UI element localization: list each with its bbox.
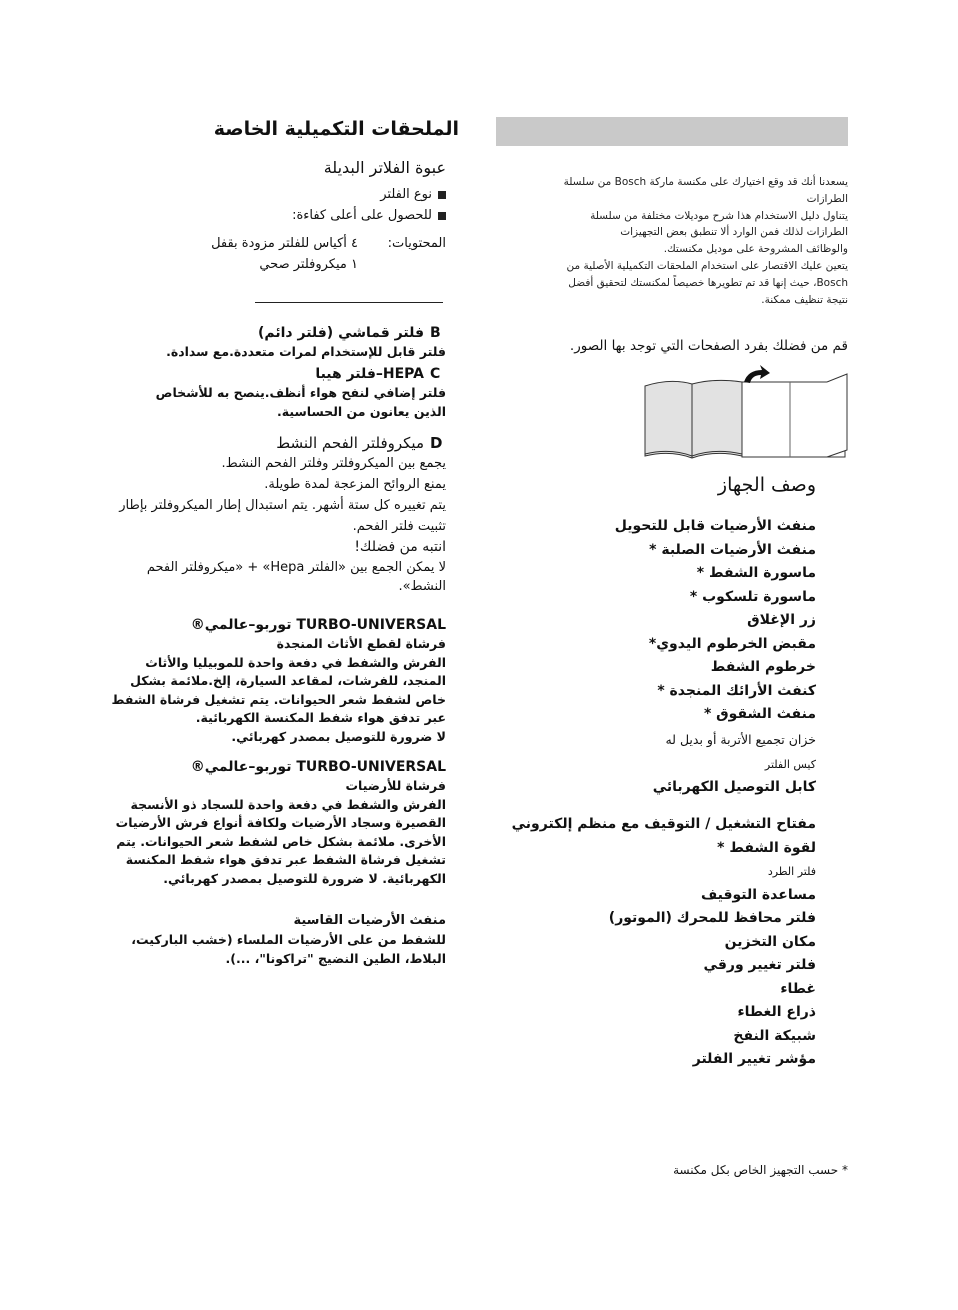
text-line: يتعين عليك الاقتصار على استخدام الملحقات التكميلية الأصلية من xyxy=(566,259,848,272)
text-line: Bosch، حيث إنها قد تم تطويرها خصيصاً لمكنستك لتحقيق أفضل xyxy=(568,276,848,289)
text-line: الأخرى. ملائمة بشكل خاص لشفط شعر الحيوانات. يتم xyxy=(116,833,446,849)
part-item: ماسورة تلسكوب * xyxy=(689,588,816,605)
turbo-body xyxy=(116,777,446,888)
item-body xyxy=(156,384,446,421)
item-b xyxy=(166,323,446,362)
part-item: كنفث الأرائك المنجدة * xyxy=(657,682,816,699)
text-line: النشط». xyxy=(398,579,446,594)
text-line: للشفط من على الأرضيات الملساء (خشب الباركيت، xyxy=(131,932,446,947)
text-line: نتيجة تنظيف ممكنة. xyxy=(761,293,848,306)
text-line: تشغيل فرشاة الشفط عبر تدفق هواء شفط المكنسة xyxy=(125,852,446,867)
text-line: لا ضرورة للتوصيل بمصدر كهربائي. xyxy=(231,728,446,744)
text-line: الذين يعانون من الحساسية. xyxy=(277,403,446,419)
text-line: الفرش والشفط في دفعة واحدة للموبيليا والأثاث xyxy=(145,654,446,670)
text-line: خاص لشفط شعر الحيوانات. يتم تشغيل فرشاة الشفط xyxy=(111,691,446,707)
nozzle-heading: منفث الأرضيات القاسية xyxy=(293,913,446,928)
part-item: مساعدة التوقيف xyxy=(700,886,816,903)
device-parts-list xyxy=(615,515,816,800)
text-line: يسعدنا أنك قد وقع اختيارك على مكنسة ماركة Bosch من سلسلة xyxy=(563,176,848,188)
note-heading: انتبه من فضلك! xyxy=(354,539,446,555)
bullet-text: نوع الفلتر xyxy=(380,187,432,202)
turbo-body xyxy=(111,635,446,746)
part-item: غطاء xyxy=(780,980,816,997)
item-letter: B xyxy=(430,325,441,341)
item-body xyxy=(119,453,446,537)
text-line: يجمع بين الميكروفلتر وفلتر الفحم النشط. xyxy=(221,456,446,471)
text-line: البلاط، الطين النضيج "تراكونا"، ...). xyxy=(225,950,446,966)
part-item: مفتاح التشغيل / التوقيف مع منظم إلكتروني xyxy=(511,816,816,832)
text-line: عبر تدفق هواء شفط المكنسة الكهربائية. xyxy=(195,710,446,725)
text-line: الطرازات لذلك فمن الوارد ألا تنطبق بعض التجهيزات xyxy=(620,226,848,239)
part-item: خزان تجميع الأتربة أو بديل له xyxy=(665,731,816,747)
part-item: فلتر الطرد xyxy=(767,865,816,878)
part-item: مقبض الخرطوم اليدوي* xyxy=(648,635,816,652)
part-item: فلتر تغيير ورقي xyxy=(703,957,816,973)
item-heading: فلتر قماشي (فلتر دائم) xyxy=(258,325,424,341)
text-line: فرشاة لقطع الأثاث المنجدة xyxy=(276,636,446,651)
part-item: زر الإغلاق xyxy=(747,612,816,628)
part-item: مؤشر تغيير الفلتر xyxy=(692,1051,816,1067)
section-header-bar xyxy=(496,117,848,146)
part-item: منفث الأرضيات الصلبة * xyxy=(649,541,816,558)
text-line: المنجد، للفرشات، لمقاعد السيارة، إلخ.ملائمة بشكل xyxy=(130,673,446,688)
item-heading: HEPA–فلتر هيبا xyxy=(315,366,424,382)
bullet-icon xyxy=(438,191,446,199)
contents-list xyxy=(211,233,358,275)
page-title: الملحقات التكميلية الخاصة xyxy=(213,118,459,140)
unfold-pages-illustration xyxy=(640,364,852,464)
text-line: الكهربائية. لا ضرورة للتوصيل بمصدر كهربائي. xyxy=(163,870,446,886)
note-body xyxy=(119,558,446,596)
divider xyxy=(255,302,443,303)
bullet-icon xyxy=(438,212,446,220)
text-line: فرشاة للأرضيات xyxy=(345,778,446,793)
unfold-instruction: قم من فضلك بفرد الصفحات التي توجد بها الصور. xyxy=(569,338,848,354)
item-d xyxy=(119,433,446,596)
hard-floor-nozzle xyxy=(131,911,446,968)
text-line: فلتر قابل للإستخدام لمرات متعددة.مع سدادة. xyxy=(166,344,446,359)
item-body xyxy=(166,343,446,362)
part-item: شبيكة النفخ xyxy=(733,1027,816,1044)
device-parts-list-2 xyxy=(512,813,816,1072)
text-line: يتناول دليل الاستخدام هذا شرح موديلات مختلفة من سلسلة xyxy=(590,209,848,222)
text-line: فلتر إضافي لنفح هواء أنظف.ينصح به للأشخاص xyxy=(155,385,446,400)
text-line: ١ ميكروفلتر صحي xyxy=(259,257,358,272)
text-line: يمنع الروائح المزعجة لمدة طويلة. xyxy=(264,477,446,492)
text-line: ٤ أكياس للفلتر مزودة بقفل xyxy=(211,236,358,251)
device-description-heading: وصف الجهاز xyxy=(717,474,816,496)
part-item: منفث الشقوق * xyxy=(703,706,816,722)
item-letter: C xyxy=(430,366,441,382)
item-letter: D xyxy=(430,434,443,452)
turbo-upholstery xyxy=(111,615,446,746)
part-item: مكان التخزين xyxy=(724,933,816,950)
part-item: كابل التوصيل الكهربائي xyxy=(652,779,816,795)
bullet-text: للحصول على أعلى كفاءة: xyxy=(292,208,432,223)
part-item: خرطوم الشفط xyxy=(710,659,816,675)
text-line: يتم تغييره كل ستة أشهر. يتم استبدال إطار الميكروفلتر بإطار xyxy=(119,498,446,513)
text-line: الفرش والشفط في دفعة واحدة للسجاد ذو الأنسجة xyxy=(130,796,446,812)
part-item: منفث الأرضيات قابل للتحويل xyxy=(614,518,816,534)
contents-label: المحتويات: xyxy=(387,236,446,251)
turbo-heading: TURBO-UNIVERSAL توربو–عالمي® xyxy=(190,759,446,775)
part-item: فلتر محافظ للمحرك (الموتور) xyxy=(608,910,816,926)
intro-paragraph xyxy=(564,174,848,308)
filter-pack-bullets xyxy=(292,184,446,226)
item-heading: ميكروفلتر الفحم النشط xyxy=(276,434,424,452)
nozzle-body xyxy=(131,931,446,968)
part-item: لقوة الشفط * xyxy=(717,839,816,856)
turbo-heading: TURBO-UNIVERSAL توربو–عالمي® xyxy=(190,617,446,633)
footnote: * حسب التجهيز الخاص بكل مكنسة xyxy=(673,1163,848,1177)
part-item: ذراع الغطاء xyxy=(737,1004,816,1020)
part-item: كيس الفلتر xyxy=(764,757,816,771)
item-c xyxy=(156,364,446,421)
text-line: لا يمكن الجمع بين «الفلتر Hepa» + «ميكروفلتر الفحم xyxy=(146,560,446,575)
curved-arrow-icon xyxy=(744,365,770,383)
open-book-icon xyxy=(645,380,742,458)
text-line: القصيرة وسجاد الأرضيات ولكافة أنواع فرش الأرضيات xyxy=(115,815,446,830)
filter-pack-heading: عبوة الفلاتر البديلة xyxy=(323,158,446,177)
part-item: ماسورة الشفط * xyxy=(696,565,816,581)
text-line: والوظائف المشروحة على موديل مكنستك. xyxy=(663,243,848,256)
text-line: الطرازات xyxy=(806,192,848,205)
turbo-floor xyxy=(116,757,446,888)
text-line: تثبيت فلتر الفحم. xyxy=(352,519,446,534)
